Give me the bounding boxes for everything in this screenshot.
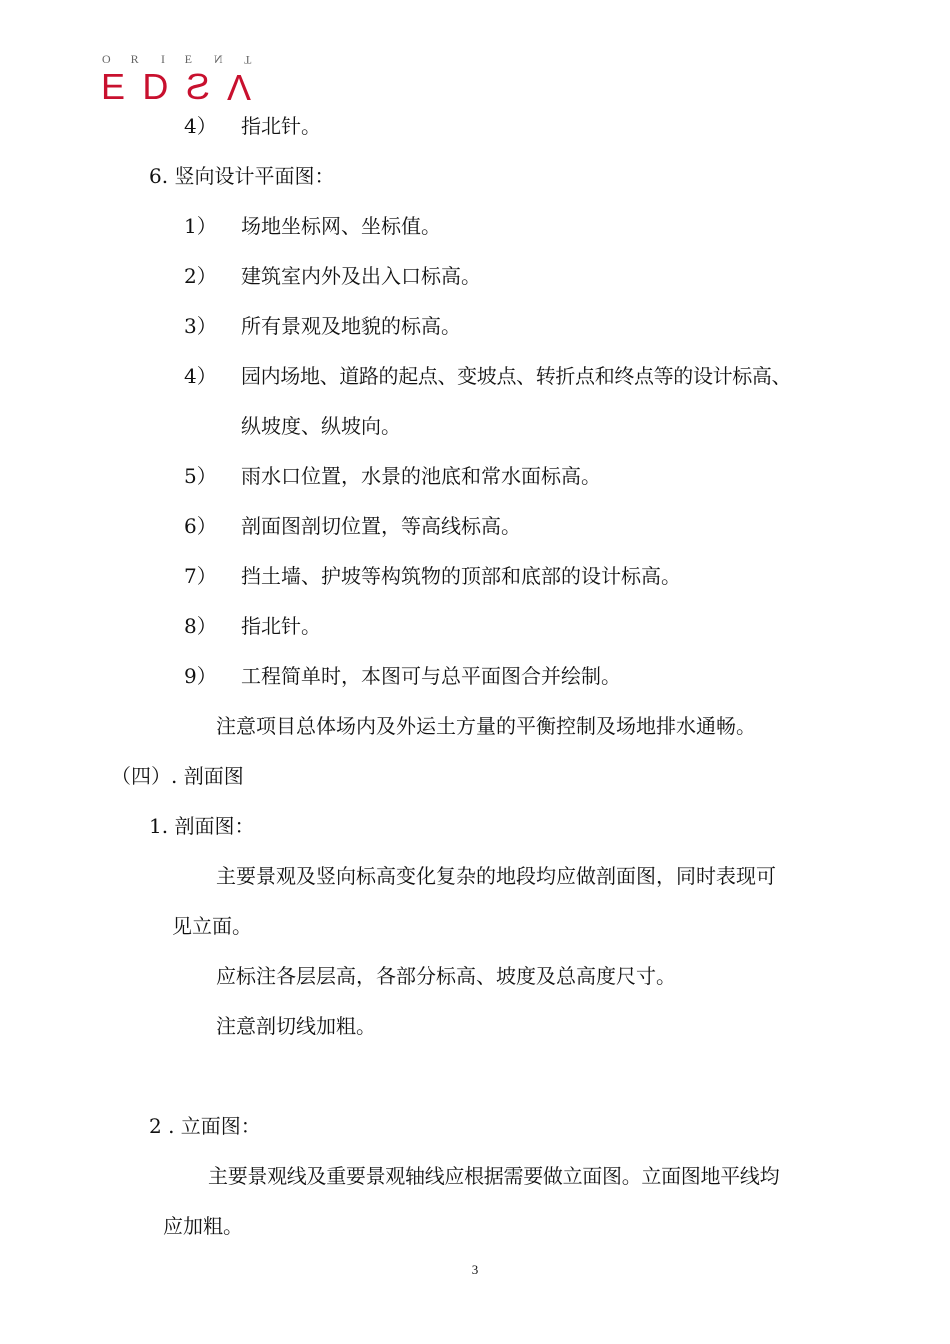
list-item-continuation: 纵坡度、纵坡向。: [241, 414, 401, 438]
list-item: 园内场地、道路的起点、变坡点、转折点和终点等的设计标高、: [241, 364, 792, 388]
list-item: 场地坐标网、坐标值。: [241, 214, 441, 238]
list-item: 工程简单时，本图可与总平面图合并绘制。: [241, 664, 621, 688]
paragraph-line: 主要景观及竖向标高变化复杂的地段均应做剖面图，同时表现可: [216, 864, 776, 888]
list-number: 2）: [184, 264, 217, 288]
list-item: 指北针。: [241, 614, 321, 638]
list-item: 剖面图剖切位置，等高线标高。: [241, 514, 521, 538]
list-number: 4）: [184, 364, 217, 388]
list-number: 5）: [184, 464, 217, 488]
paragraph-line: 见立面。: [172, 914, 252, 938]
list-item: 建筑室内外及出入口标高。: [241, 264, 481, 288]
paragraph: 应标注各层层高，各部分标高、坡度及总高度尺寸。: [216, 964, 676, 988]
logo-orient-text: O R I E N T: [101, 52, 251, 67]
subsection-heading: 1. 剖面图：: [149, 814, 255, 838]
paragraph-line: 主要景观线及重要景观轴线应根据需要做立面图。立面图地平线均: [208, 1164, 780, 1188]
section-heading: 6. 竖向设计平面图：: [149, 164, 335, 188]
paragraph-line: 应加粗。: [163, 1214, 243, 1238]
list-number: 6）: [184, 514, 217, 538]
list-item: 所有景观及地貌的标高。: [241, 314, 461, 338]
page-number: 3: [471, 1262, 479, 1277]
subsection-heading: 2 . 立面图：: [149, 1114, 261, 1138]
edsa-logo: [101, 52, 251, 108]
list-item: 雨水口位置，水景的池底和常水面标高。: [241, 464, 601, 488]
list-number: 7）: [184, 564, 217, 588]
list-number: 1）: [184, 214, 217, 238]
note-paragraph: 注意项目总体场内及外运土方量的平衡控制及场地排水通畅。: [216, 714, 756, 738]
paragraph: 注意剖切线加粗。: [216, 1014, 376, 1038]
logo-edsa-text: E D S V: [101, 66, 251, 108]
list-number: 4）: [184, 114, 217, 138]
list-item: 指北针。: [241, 114, 321, 138]
list-number: 8）: [184, 614, 217, 638]
list-item: 挡土墙、护坡等构筑物的顶部和底部的设计标高。: [241, 564, 681, 588]
list-number: 3）: [184, 314, 217, 338]
section-title: （四）. 剖面图: [111, 764, 244, 788]
list-number: 9）: [184, 664, 217, 688]
